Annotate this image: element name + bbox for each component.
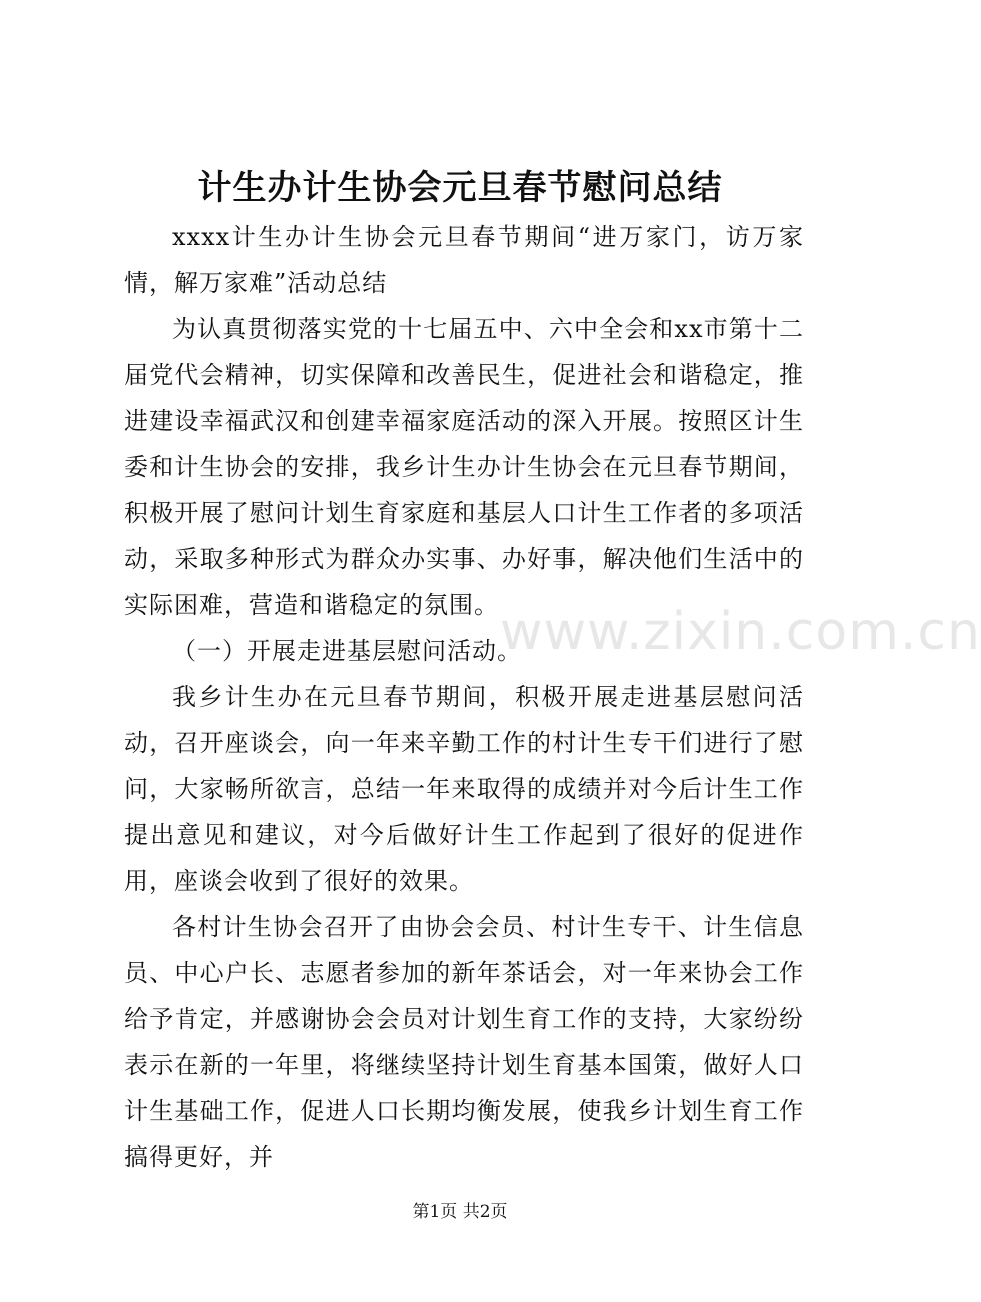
paragraph-body: 我乡计生办在元旦春节期间，积极开展走进基层慰问活动，召开座谈会，向一年来辛勤工作的村计生专干们进行了慰问，大家畅所欲言，总结一年来取得的成绩并对今后计生工作提出意见和建议，对今后做好计生工作起到了很好的促进作用，座谈会收到了很好的效果。 — [124, 683, 804, 895]
section-heading: （一）开展走进基层慰问活动。 — [172, 637, 522, 665]
page-footer: 第1页 共2页 — [412, 1202, 508, 1222]
document-body — [124, 214, 804, 1180]
paragraph-subtitle: xxxx计生办计生协会元旦春节期间“进万家门，访万家情，解万家难”活动总结 — [124, 223, 804, 297]
document-title: 计生办计生协会元旦春节慰问总结 — [197, 168, 723, 208]
paragraph-intro: 为认真贯彻落实党的十七届五中、六中全会和xx市第十二届党代会精神，切实保障和改善民生，促进社会和谐稳定，推进建设幸福武汉和创建幸福家庭活动的深入开展。按照区计生委和计生协会的安排，我乡计生办计生协会在元旦春节期间，积极开展了慰问计划生育家庭和基层人口计生工作者的多项活动，采取多种形式为群众办实事、办好事，解决他们生活中的实际困难，营造和谐稳定的氛围。 — [124, 315, 804, 619]
paragraph-body: 各村计生协会召开了由协会会员、村计生专干、计生信息员、中心户长、志愿者参加的新年茶话会，对一年来协会工作给予肯定，并感谢协会会员对计划生育工作的支持，大家纷纷表示在新的一年里，将继续坚持计划生育基本国策，做好人口计生基础工作，促进人口长期均衡发展，使我乡计划生育工作搞得更好，并 — [124, 913, 804, 1171]
watermark: www.zixin.com.cn — [500, 602, 981, 662]
